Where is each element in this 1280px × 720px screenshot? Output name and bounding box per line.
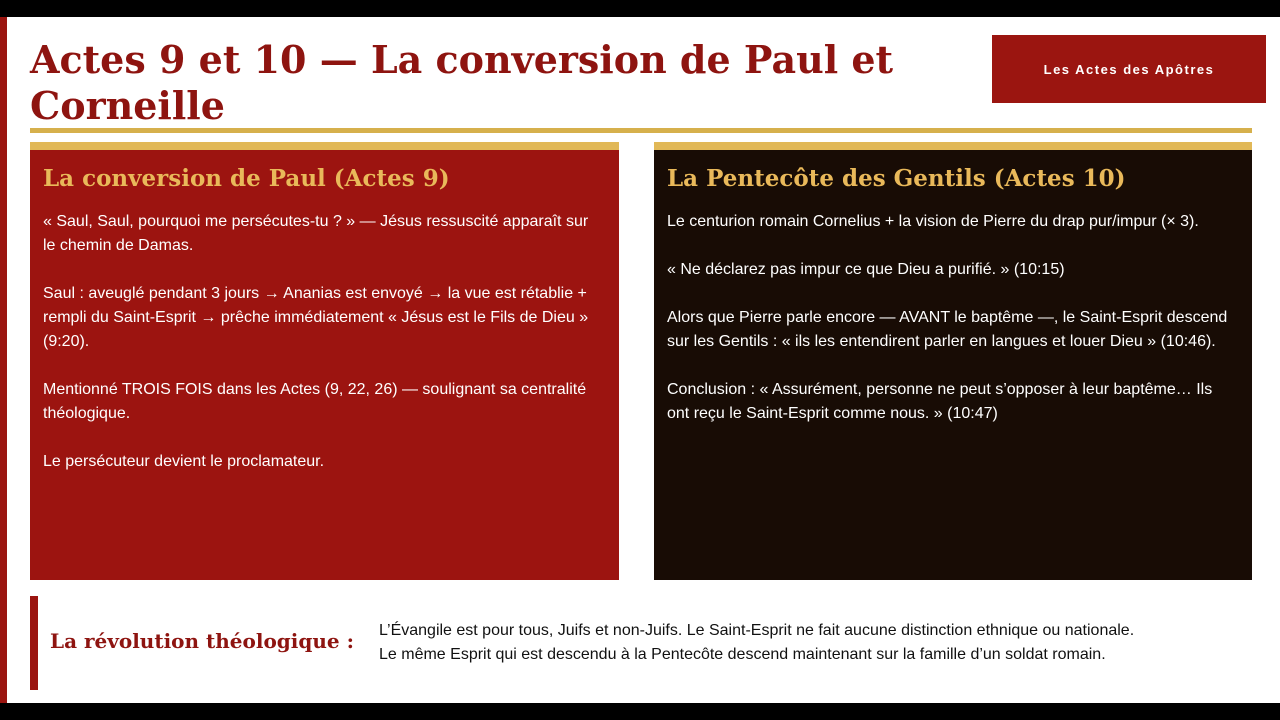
card-paragraph: « Ne déclarez pas impur ce que Dieu a purifié. » (10:15) (667, 261, 1065, 278)
title-divider (30, 128, 1252, 133)
card-paragraph: Le persécuteur devient le proclamateur. (43, 453, 325, 470)
series-badge (992, 35, 1266, 103)
card-paragraph: « Saul, Saul, pourquoi me persécutes-tu ? » — Jésus ressuscité apparaît sur le chemin de Damas. (43, 213, 589, 254)
paul-conversion-card (30, 142, 619, 580)
card-paragraph: Le centurion romain Cornelius + la vision de Pierre du drap pur/impur (× 3). (667, 213, 1199, 230)
card-paragraph: Alors que Pierre parle encore — AVANT le baptême —, le Saint-Esprit descend sur les Gentils : « ils les entendirent parler en langues et louer Dieu » (10:46). (667, 309, 1228, 350)
card-paragraph: Saul : aveuglé pendant 3 jours → Ananias est envoyé → la vue est rétablie + rempli du Saint-Esprit → prêche immédiatement « Jésus est le Fils de Dieu » (9:20). (43, 285, 589, 350)
card-title: La conversion de Paul (Actes 9) (43, 165, 450, 192)
footer-line: Le même Esprit qui est descendu à la Pentecôte descend maintenant sur la famille d’un soldat romain. (379, 646, 1106, 663)
slide-title: Actes 9 et 10 — La conversion de Paul et Corneille (30, 37, 894, 128)
card-paragraph: Mentionné TROIS FOIS dans les Actes (9, 22, 26) — soulignant sa centralité théologique. (43, 381, 587, 422)
series-badge-label: Les Actes des Apôtres (1043, 61, 1215, 77)
footer-text (379, 619, 1259, 667)
card-title: La Pentecôte des Gentils (Actes 10) (667, 165, 1126, 192)
footer-accent-bar (30, 596, 38, 690)
card-paragraph: Conclusion : « Assurément, personne ne peut s’opposer à leur baptême… Ils ont reçu le Saint-Esprit comme nous. » (10:47) (667, 381, 1213, 422)
left-accent-bar (0, 17, 7, 703)
gentiles-pentecost-card (654, 142, 1252, 580)
slide (0, 17, 1280, 703)
footer-label: La révolution théologique : (50, 629, 354, 653)
footer-line: L’Évangile est pour tous, Juifs et non-Juifs. Le Saint-Esprit ne fait aucune distinction ethnique ou nationale. (379, 622, 1135, 639)
